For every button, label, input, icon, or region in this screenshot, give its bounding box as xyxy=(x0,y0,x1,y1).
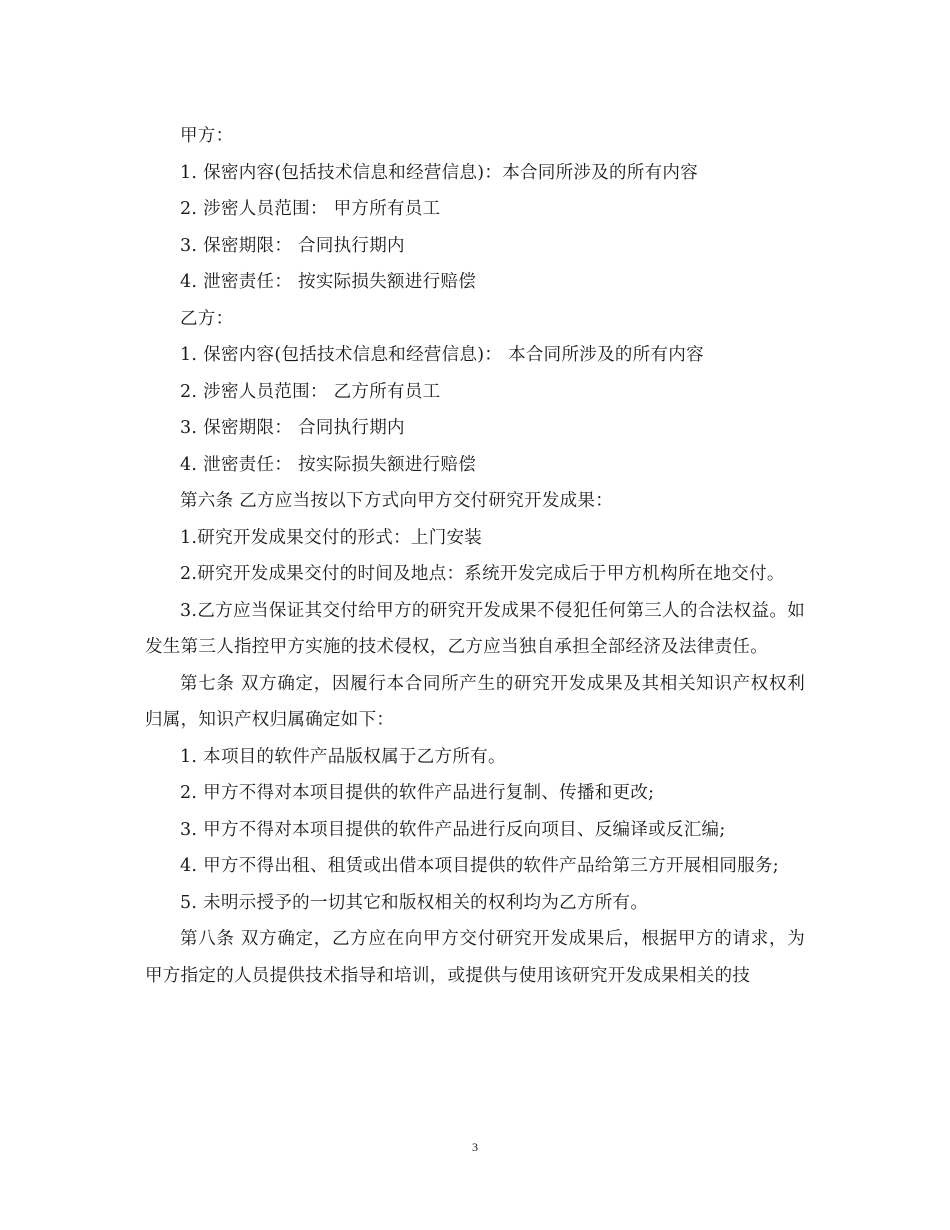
party-b-item-1: 1. 保密内容(包括技术信息和经营信息)： 本合同所涉及的所有内容 xyxy=(180,345,704,365)
article-7-item-5: 5. 未明示授予的一切其它和版权相关的权利均为乙方所有。 xyxy=(180,892,649,913)
document-body xyxy=(145,118,805,994)
party-b-item-2: 2. 涉密人员范围： 乙方所有员工 xyxy=(180,381,441,402)
article-7-item-3: 3. 甲方不得对本项目提供的软件产品进行反向项目、反编译或反汇编; xyxy=(180,819,726,840)
party-b-item-3: 3. 保密期限： 合同执行期内 xyxy=(180,418,405,438)
party-a-item-1: 1. 保密内容(包括技术信息和经营信息)：本合同所涉及的所有内容 xyxy=(180,162,699,183)
party-b-heading: 乙方： xyxy=(180,308,234,329)
article-7-item-2: 2. 甲方不得对本项目提供的软件产品进行复制、传播和更改; xyxy=(180,783,655,803)
article-6-item-1: 1.研究开发成果交付的形式：上门安装 xyxy=(180,527,483,548)
article-7-heading: 第七条 双方确定，因履行本合同所产生的研究开发成果及其相关知识产权权利归属，知识产权归属确定如下： xyxy=(145,673,805,730)
party-a-item-4: 4. 泄密责任： 按实际损失额进行赔偿 xyxy=(180,272,477,292)
party-a-heading: 甲方： xyxy=(180,126,234,146)
article-6-heading: 第六条 乙方应当按以下方式向甲方交付研究开发成果： xyxy=(180,491,614,511)
article-8-paragraph: 第八条 双方确定，乙方应在向甲方交付研究开发成果后，根据甲方的请求，为甲方指定的人员提供技术指导和培训，或提供与使用该研究开发成果相关的技 xyxy=(145,929,805,986)
party-a-item-2: 2. 涉密人员范围： 甲方所有员工 xyxy=(180,199,441,219)
party-b-item-4: 4. 泄密责任： 按实际损失额进行赔偿 xyxy=(180,454,477,475)
party-a-item-3: 3. 保密期限： 合同执行期内 xyxy=(180,235,405,256)
article-7-item-1: 1. 本项目的软件产品版权属于乙方所有。 xyxy=(180,746,506,767)
article-7-item-4: 4. 甲方不得出租、租赁或出借本项目提供的软件产品给第三方开展相同服务; xyxy=(180,856,779,876)
page-number: 3 xyxy=(472,1140,478,1154)
article-6-item-3: 3.乙方应当保证其交付给甲方的研究开发成果不侵犯任何第三人的合法权益。如发生第三人指控甲方实施的技术侵权，乙方应当独自承担全部经济及法律责任。 xyxy=(145,600,805,657)
article-6-item-2: 2.研究开发成果交付的时间及地点：系统开发完成后于甲方机构所在地交付。 xyxy=(180,564,785,584)
